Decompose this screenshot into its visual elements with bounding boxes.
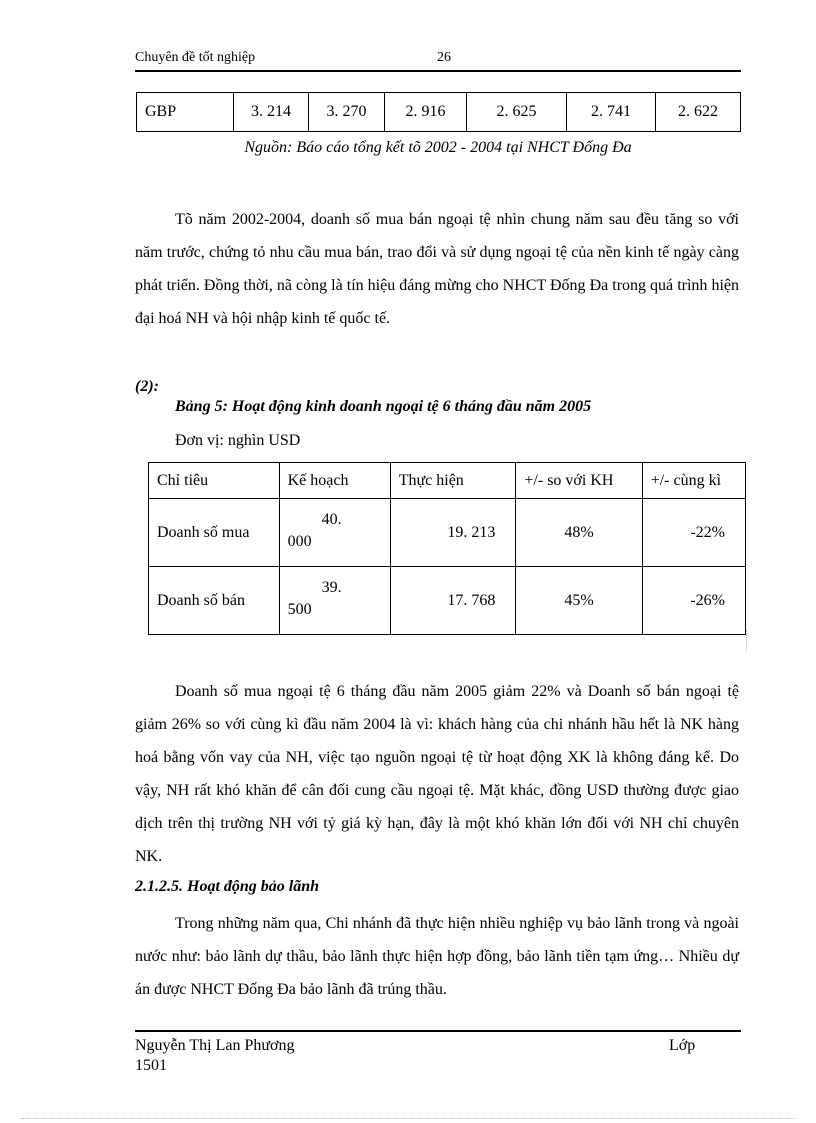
table-cell: 2. 916 [385, 93, 467, 132]
paragraph-3: Trong những năm qua, Chi nhánh đã thực hiện nhiều nghiệp vụ bảo lãnh trong và ngoài nước như: bảo lãnh dự thầu, bảo lãnh thực hiện hợp đồng, bảo lãnh tiền tạm ứng… Nhiều dự án được NHCT Đống Đa bảo lãnh đã trúng thầu. [135, 915, 739, 998]
table-cell: 2. 741 [567, 93, 656, 132]
page-number: 26 [437, 50, 451, 65]
table-title: Bảng 5: Hoạt động kinh doanh ngoại tệ 6 tháng đầu năm 2005 [175, 398, 592, 415]
row-label: Doanh số bán [149, 567, 280, 635]
vs-same-cell: -26% [642, 567, 745, 635]
table-edge-marker [746, 630, 747, 652]
footer-class-label: Lớp [669, 1037, 696, 1054]
table-header-row [149, 463, 746, 499]
table-unit: Đơn vị: nghìn USD [175, 432, 301, 449]
section-heading: 2.1.2.5. Hoạt động bảo lãnh [135, 878, 320, 895]
column-header: +/- so với KH [516, 463, 642, 499]
column-header: +/- cùng kì [642, 463, 745, 499]
plan-bottom: 000 [287, 532, 312, 550]
plan-cell [279, 567, 390, 635]
section-label: (2): [135, 378, 159, 395]
vs-same-cell: -22% [642, 499, 745, 567]
table-row [149, 567, 746, 635]
paragraph-1: Tõ năm 2002-2004, doanh số mua bán ngoại tệ nhìn chung năm sau đều tăng so với năm trước, chứng tỏ nhu cầu mua bán, trao đổi và sử dụng ngoại tệ của nền kinh tế ngày càng phát triển. Đồng thời, nã còng là tín hiệu đáng mừng cho NHCT Đống Đa trong quá trình hiện đại hoá NH và hội nhập kinh tế quốc tế. [135, 211, 739, 327]
row-label: Doanh số mua [149, 499, 280, 567]
vs-plan-cell: 48% [516, 499, 642, 567]
plan-bottom: 500 [287, 600, 312, 618]
column-header: Chỉ tiêu [149, 463, 280, 499]
column-header: Kế hoạch [279, 463, 390, 499]
paragraph-2: Doanh số mua ngoại tệ 6 tháng đầu năm 2005 giảm 22% và Doanh số bán ngoại tệ giảm 26% so với cùng kì đầu năm 2004 là vì: khách hàng của chi nhánh hầu hết là NK hàng hoá bằng vốn vay của NH, việc tạo nguồn ngoại tệ từ hoạt động XK là không đáng kể. Do vậy, NH rất khó khăn để cân đối cung cầu ngoại tệ. Mặt khác, đồng USD thường được giao dịch trên thị trường NH với tỷ giá kỳ hạn, đây là một khó khăn lớn đối với NH chỉ chuyên NK. [135, 683, 739, 865]
table-cell: 2. 625 [467, 93, 567, 132]
table-row [149, 499, 746, 567]
footer-rule [135, 1030, 741, 1032]
footer-author: Nguyễn Thị Lan Phương [135, 1037, 295, 1054]
table-cell: 3. 214 [234, 93, 309, 132]
plan-top: 39. [321, 578, 342, 596]
header-rule [135, 70, 741, 72]
plan-cell [279, 499, 390, 567]
vs-plan-cell: 45% [516, 567, 642, 635]
plan-top: 40. [321, 510, 342, 528]
forex-table [148, 462, 746, 635]
table-cell: 2. 622 [656, 93, 741, 132]
footer-class-number: 1501 [135, 1057, 167, 1074]
page-bottom-edge [20, 1118, 796, 1119]
table-cell-currency: GBP [137, 93, 234, 132]
actual-cell: 17. 768 [390, 567, 516, 635]
column-header: Thực hiện [390, 463, 516, 499]
table-cell: 3. 270 [309, 93, 385, 132]
source-note: Nguồn: Báo cáo tổng kết tõ 2002 - 2004 tại NHCT Đống Đa [244, 139, 632, 156]
table-row [137, 93, 741, 132]
actual-cell: 19. 213 [390, 499, 516, 567]
header-title: Chuyên đề tốt nghiệp [135, 50, 256, 65]
currency-table [136, 92, 741, 132]
